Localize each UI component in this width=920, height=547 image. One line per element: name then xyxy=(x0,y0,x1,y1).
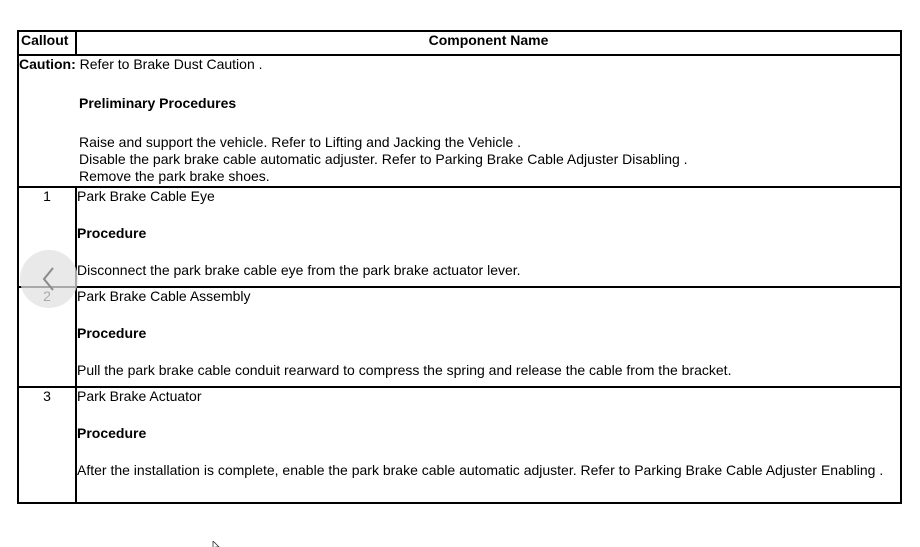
table-header-row xyxy=(18,31,901,55)
caution-cell xyxy=(18,55,901,187)
caution-text: Refer to Brake Dust Caution . xyxy=(75,56,263,72)
component-cell xyxy=(76,387,901,503)
component-cell xyxy=(76,187,901,287)
procedure-text: Disconnect the park brake cable eye from the park brake actuator lever. xyxy=(77,262,521,278)
table-row xyxy=(18,187,901,287)
preliminary-step: Disable the park brake cable automatic adjuster. Refer to Parking Brake Cable Adjuster Disabling . xyxy=(79,151,688,167)
previous-page-button[interactable] xyxy=(20,250,78,308)
procedure-text: Pull the park brake cable conduit rearward to compress the spring and release the cable from the bracket. xyxy=(77,362,732,378)
procedure-label: Procedure xyxy=(77,425,147,441)
component-name: Park Brake Actuator xyxy=(77,388,202,404)
preliminary-procedures-title: Preliminary Procedures xyxy=(79,95,237,111)
table-row xyxy=(18,287,901,387)
callout-number: 1 xyxy=(18,187,76,287)
callout-number: 3 xyxy=(18,387,76,503)
callout-header: Callout xyxy=(18,31,76,55)
table-row xyxy=(18,387,901,503)
caution-row xyxy=(18,55,901,187)
procedure-text: After the installation is complete, enable the park brake cable automatic adjuster. Refer to Parking Brake Cable Adjuster Enabling . xyxy=(77,462,884,478)
mouse-pointer-icon xyxy=(212,538,221,547)
preliminary-step: Raise and support the vehicle. Refer to Lifting and Jacking the Vehicle . xyxy=(79,134,522,150)
procedure-label: Procedure xyxy=(77,225,147,241)
component-cell xyxy=(76,287,901,387)
procedure-table xyxy=(17,30,902,504)
preliminary-step: Remove the park brake shoes. xyxy=(79,168,270,184)
caution-label: Caution: xyxy=(19,56,76,72)
procedure-label: Procedure xyxy=(77,325,147,341)
caution-line xyxy=(19,56,900,73)
chevron-left-icon xyxy=(39,266,59,292)
component-name: Park Brake Cable Assembly xyxy=(77,288,251,304)
component-name: Park Brake Cable Eye xyxy=(77,188,215,204)
component-name-header: Component Name xyxy=(76,31,901,55)
